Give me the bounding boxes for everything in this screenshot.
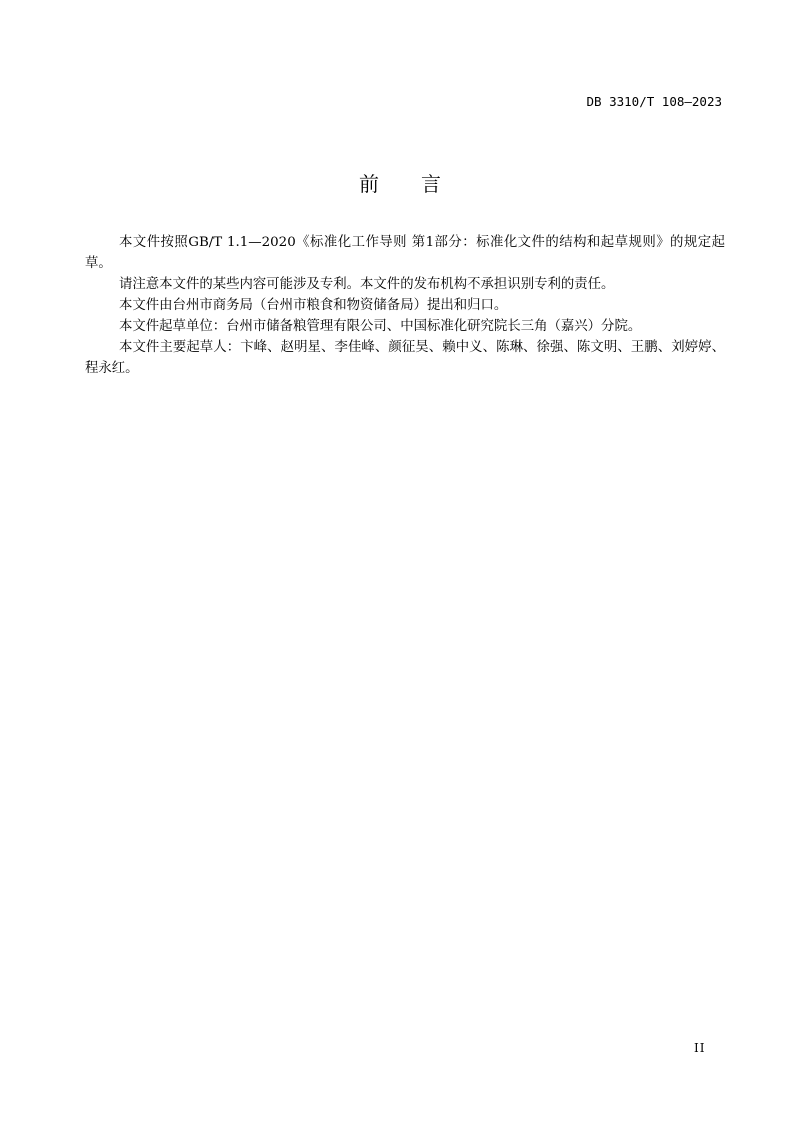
page-title-char-1: 前 — [359, 172, 379, 196]
paragraph-drafters: 本文件主要起草人：卞峰、赵明星、李佳峰、颜征昊、赖中义、陈琳、徐强、陈文明、王鹏、刘婷婷、程永红。 — [85, 340, 725, 376]
document-code: DB 3310/T 108—2023 — [586, 94, 722, 109]
paragraph-patent-notice: 请注意本文件的某些内容可能涉及专利。本文件的发布机构不承担识别专利的责任。 — [119, 277, 615, 292]
paragraph-drafting-rules: 本文件按照GB/T 1.1—2020《标准化工作导则 第1部分：标准化文件的结构和起草规则》的规定起草。 — [85, 235, 725, 271]
foreword-body — [85, 232, 725, 379]
page-number: II — [694, 1041, 706, 1055]
paragraph-drafting-units: 本文件起草单位：台州市储备粮管理有限公司、中国标准化研究院长三角（嘉兴）分院。 — [119, 319, 642, 334]
paragraph-proposer: 本文件由台州市商务局（台州市粮食和物资储备局）提出和归口。 — [119, 298, 508, 313]
page-title — [0, 168, 800, 197]
page-title-char-2: 言 — [421, 172, 441, 196]
